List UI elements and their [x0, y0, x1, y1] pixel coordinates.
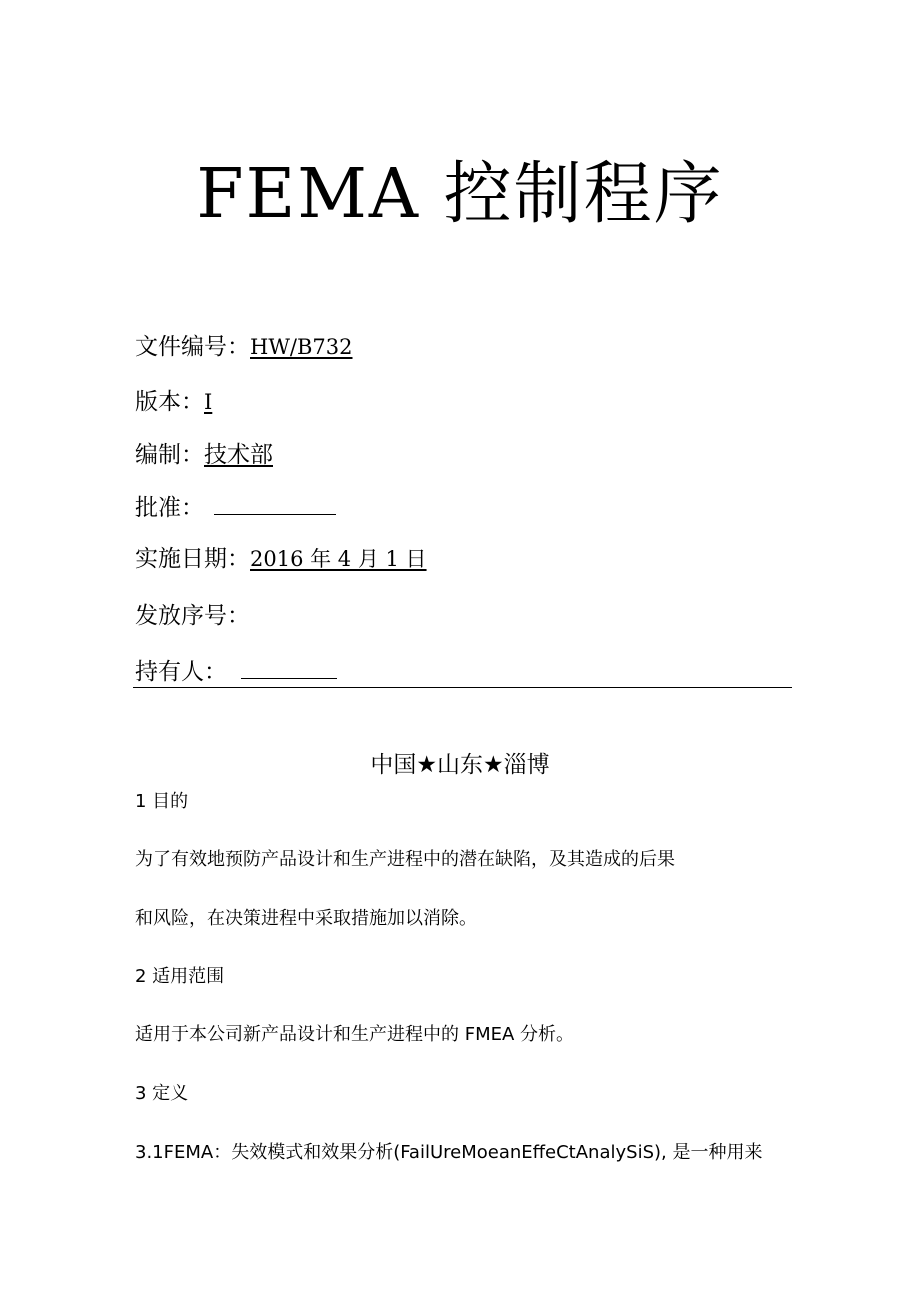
- holder-label: 持有人：: [135, 659, 227, 685]
- prepared-by-value: 技术部: [204, 442, 273, 468]
- version-row: [135, 387, 212, 417]
- section-1-paragraph-line-1: 为了有效地预防产品设计和生产进程中的潜在缺陷，及其造成的后果: [135, 849, 675, 870]
- location-line: 中国★山东★淄博: [370, 752, 550, 778]
- section-3-1-definition: 3.1FEMA：失效模式和效果分析(FailUreMoeanEffeCtAnalySiS), 是一种用来: [135, 1142, 763, 1163]
- effective-date-label: 实施日期：: [135, 546, 250, 572]
- approved-by-label: 批准：: [135, 495, 204, 521]
- prepared-by-label: 编制：: [135, 442, 204, 468]
- approved-by-row: [135, 492, 336, 523]
- effective-date-value: 2016 年 4 月 1 日: [250, 547, 427, 571]
- holder-blank: [241, 656, 337, 679]
- document-title: FEMA 控制程序: [196, 155, 724, 234]
- file-number-label: 文件编号：: [135, 334, 250, 360]
- file-number-value: HW/B732: [250, 335, 353, 359]
- section-3-heading: 3 定义: [135, 1083, 189, 1104]
- version-value: I: [204, 390, 213, 414]
- section-1-paragraph-line-2: 和风险，在决策进程中采取措施加以消除。: [135, 908, 477, 929]
- version-label: 版本：: [135, 389, 204, 415]
- issue-number-row: [135, 601, 250, 631]
- section-2-paragraph: 适用于本公司新产品设计和生产进程中的 FMEA 分析。: [135, 1024, 575, 1045]
- prepared-by-row: [135, 440, 273, 470]
- approved-by-blank: [214, 492, 336, 515]
- section-1-heading: 1 目的: [135, 791, 189, 812]
- file-number-row: [135, 332, 353, 362]
- issue-number-label: 发放序号：: [135, 603, 250, 629]
- section-2-heading: 2 适用范围: [135, 966, 225, 987]
- header-divider: [133, 687, 792, 688]
- effective-date-row: [135, 544, 427, 574]
- holder-row: [135, 656, 337, 687]
